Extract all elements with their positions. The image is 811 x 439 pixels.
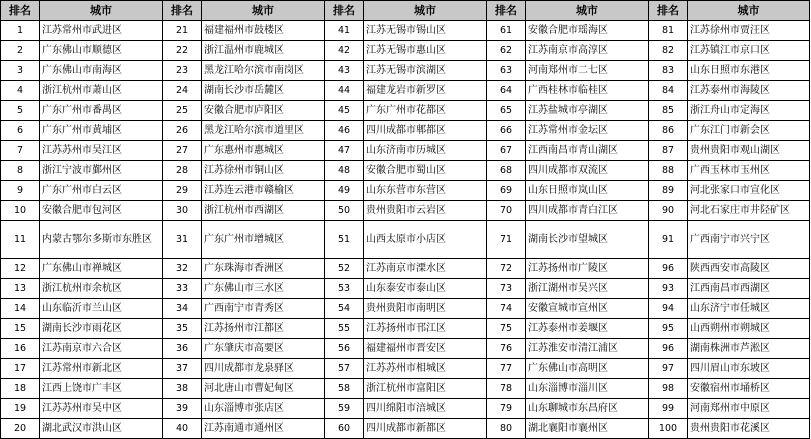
city-cell: 贵州贵阳市云岩区 xyxy=(364,201,487,221)
rank-cell: 40 xyxy=(163,419,202,439)
city-cell: 江苏常州市武进区 xyxy=(40,21,163,41)
table-row xyxy=(1,419,810,439)
rank-cell: 18 xyxy=(1,379,40,399)
city-cell: 浙江杭州市西湖区 xyxy=(202,201,325,221)
rank-cell: 89 xyxy=(649,181,688,201)
header-row xyxy=(1,1,810,21)
city-cell: 江西上饶市广丰区 xyxy=(40,379,163,399)
table-row xyxy=(1,399,810,419)
rank-cell: 56 xyxy=(325,339,364,359)
city-cell: 湖南长沙市岳麓区 xyxy=(202,81,325,101)
rank-cell: 34 xyxy=(163,299,202,319)
rank-header: 排名 xyxy=(325,1,364,21)
rank-cell: 22 xyxy=(163,41,202,61)
rank-cell: 37 xyxy=(163,359,202,379)
rank-cell: 93 xyxy=(649,279,688,299)
table-row xyxy=(1,299,810,319)
rank-cell: 95 xyxy=(649,319,688,339)
city-cell: 湖南长沙市望城区 xyxy=(526,221,649,259)
rank-cell: 100 xyxy=(649,419,688,439)
city-cell: 江苏徐州市铜山区 xyxy=(202,161,325,181)
rank-cell: 61 xyxy=(487,21,526,41)
table-row xyxy=(1,319,810,339)
city-cell: 江西南昌市青山湖区 xyxy=(526,141,649,161)
rank-cell: 6 xyxy=(1,121,40,141)
rank-cell: 5 xyxy=(1,101,40,121)
rank-cell: 77 xyxy=(487,359,526,379)
rank-cell: 98 xyxy=(649,379,688,399)
rank-cell: 13 xyxy=(1,279,40,299)
city-cell: 广西桂林市临桂区 xyxy=(526,81,649,101)
city-cell: 江苏无锡市惠山区 xyxy=(364,41,487,61)
rank-cell: 94 xyxy=(649,299,688,319)
city-cell: 江苏扬州市广陵区 xyxy=(526,259,649,279)
rank-cell: 83 xyxy=(649,61,688,81)
rank-cell: 33 xyxy=(163,279,202,299)
city-cell: 湖北武汉市洪山区 xyxy=(40,419,163,439)
city-cell: 江苏镇江市京口区 xyxy=(688,41,810,61)
rank-cell: 86 xyxy=(649,121,688,141)
table-row xyxy=(1,101,810,121)
city-cell: 河南郑州市中原区 xyxy=(688,399,810,419)
table-row xyxy=(1,221,810,259)
city-cell: 福建福州市晋安区 xyxy=(364,339,487,359)
rank-cell: 44 xyxy=(325,81,364,101)
city-cell: 安徽宣城市宣州区 xyxy=(526,299,649,319)
city-cell: 广东广州市番禺区 xyxy=(40,101,163,121)
rank-cell: 16 xyxy=(1,339,40,359)
rank-cell: 49 xyxy=(325,181,364,201)
city-cell: 陕西西安市高陵区 xyxy=(688,259,810,279)
city-cell: 浙江湖州市吴兴区 xyxy=(526,279,649,299)
table-row xyxy=(1,279,810,299)
rank-header: 排名 xyxy=(649,1,688,21)
city-cell: 广东江门市新会区 xyxy=(688,121,810,141)
rank-cell: 50 xyxy=(325,201,364,221)
city-cell: 江苏无锡市锡山区 xyxy=(364,21,487,41)
rank-cell: 57 xyxy=(325,359,364,379)
rank-cell: 88 xyxy=(649,161,688,181)
rank-cell: 84 xyxy=(649,81,688,101)
city-header: 城市 xyxy=(526,1,649,21)
rank-cell: 64 xyxy=(487,81,526,101)
rank-cell: 9 xyxy=(1,181,40,201)
city-cell: 山东泰安市泰山区 xyxy=(364,279,487,299)
rank-cell: 59 xyxy=(325,399,364,419)
rank-cell: 7 xyxy=(1,141,40,161)
city-cell: 广东惠州市惠城区 xyxy=(202,141,325,161)
city-header: 城市 xyxy=(40,1,163,21)
table-row xyxy=(1,201,810,221)
rank-cell: 45 xyxy=(325,101,364,121)
rank-cell: 48 xyxy=(325,161,364,181)
rank-cell: 70 xyxy=(487,201,526,221)
rank-header: 排名 xyxy=(163,1,202,21)
table-row xyxy=(1,259,810,279)
city-cell: 江苏盐城市亭湖区 xyxy=(526,101,649,121)
city-cell: 广东佛山市禅城区 xyxy=(40,259,163,279)
table-row xyxy=(1,379,810,399)
rank-cell: 76 xyxy=(487,339,526,359)
rank-cell: 58 xyxy=(325,379,364,399)
rank-cell: 20 xyxy=(1,419,40,439)
city-cell: 山东济宁市任城区 xyxy=(688,299,810,319)
city-cell: 广东佛山市顺德区 xyxy=(40,41,163,61)
rank-cell: 23 xyxy=(163,61,202,81)
table-row xyxy=(1,41,810,61)
city-cell: 江苏南京市六合区 xyxy=(40,339,163,359)
rank-cell: 68 xyxy=(487,161,526,181)
city-cell: 河北张家口市宣化区 xyxy=(688,181,810,201)
city-cell: 湖南株洲市芦淞区 xyxy=(688,339,810,359)
rank-cell: 47 xyxy=(325,141,364,161)
rank-cell: 10 xyxy=(1,201,40,221)
rank-cell: 24 xyxy=(163,81,202,101)
city-cell: 江苏淮安市清江浦区 xyxy=(526,339,649,359)
rank-cell: 26 xyxy=(163,121,202,141)
city-cell: 江苏南通市通州区 xyxy=(202,419,325,439)
table-row xyxy=(1,161,810,181)
city-cell: 贵州贵阳市花溪区 xyxy=(688,419,810,439)
rank-cell: 87 xyxy=(649,141,688,161)
city-cell: 江苏无锡市滨湖区 xyxy=(364,61,487,81)
city-cell: 广东佛山市高明区 xyxy=(526,359,649,379)
rank-cell: 65 xyxy=(487,101,526,121)
city-header: 城市 xyxy=(688,1,810,21)
rank-cell: 1 xyxy=(1,21,40,41)
table-row xyxy=(1,61,810,81)
rank-cell: 79 xyxy=(487,399,526,419)
city-cell: 四川成都市青白江区 xyxy=(526,201,649,221)
rank-cell: 80 xyxy=(487,419,526,439)
table-row xyxy=(1,81,810,101)
city-cell: 福建福州市鼓楼区 xyxy=(202,21,325,41)
city-cell: 四川眉山市东坡区 xyxy=(688,359,810,379)
table-row xyxy=(1,181,810,201)
city-cell: 浙江温州市鹿城区 xyxy=(202,41,325,61)
rank-cell: 15 xyxy=(1,319,40,339)
rank-cell: 91 xyxy=(649,221,688,259)
rank-cell: 29 xyxy=(163,181,202,201)
rank-cell: 4 xyxy=(1,81,40,101)
rank-cell: 19 xyxy=(1,399,40,419)
rank-cell: 73 xyxy=(487,279,526,299)
city-cell: 内蒙古鄂尔多斯市东胜区 xyxy=(40,221,163,259)
rank-cell: 11 xyxy=(1,221,40,259)
city-cell: 湖北襄阳市襄州区 xyxy=(526,419,649,439)
city-cell: 广西南宁市兴宁区 xyxy=(688,221,810,259)
table-body xyxy=(1,21,810,439)
city-cell: 江苏扬州市邗江区 xyxy=(364,319,487,339)
city-cell: 山东东营市东营区 xyxy=(364,181,487,201)
city-cell: 广东珠海市香洲区 xyxy=(202,259,325,279)
rank-cell: 38 xyxy=(163,379,202,399)
rank-cell: 12 xyxy=(1,259,40,279)
city-cell: 安徽合肥市庐阳区 xyxy=(202,101,325,121)
city-cell: 广东广州市白云区 xyxy=(40,181,163,201)
city-cell: 四川绵阳市涪城区 xyxy=(364,399,487,419)
city-cell: 江苏苏州市相城区 xyxy=(364,359,487,379)
rank-cell: 90 xyxy=(649,201,688,221)
city-header: 城市 xyxy=(364,1,487,21)
rank-cell: 60 xyxy=(325,419,364,439)
rank-cell: 52 xyxy=(325,259,364,279)
city-cell: 江苏徐州市贾汪区 xyxy=(688,21,810,41)
rank-cell: 96 xyxy=(649,259,688,279)
city-cell: 江苏苏州市吴江区 xyxy=(40,141,163,161)
city-cell: 江苏苏州市吴中区 xyxy=(40,399,163,419)
rank-cell: 75 xyxy=(487,319,526,339)
table-row xyxy=(1,121,810,141)
city-cell: 山东济南市历城区 xyxy=(364,141,487,161)
city-cell: 广西玉林市玉州区 xyxy=(688,161,810,181)
city-cell: 贵州贵阳市观山湖区 xyxy=(688,141,810,161)
rank-cell: 85 xyxy=(649,101,688,121)
rank-cell: 39 xyxy=(163,399,202,419)
rank-cell: 62 xyxy=(487,41,526,61)
city-cell: 山东日照市岚山区 xyxy=(526,181,649,201)
city-cell: 福建龙岩市新罗区 xyxy=(364,81,487,101)
city-cell: 安徽宿州市埇桥区 xyxy=(688,379,810,399)
rank-cell: 21 xyxy=(163,21,202,41)
rank-cell: 42 xyxy=(325,41,364,61)
rank-header: 排名 xyxy=(1,1,40,21)
city-cell: 山东聊城市东昌府区 xyxy=(526,399,649,419)
city-cell: 黑龙江哈尔滨市道里区 xyxy=(202,121,325,141)
rank-cell: 63 xyxy=(487,61,526,81)
rank-cell: 71 xyxy=(487,221,526,259)
rank-cell: 81 xyxy=(649,21,688,41)
city-cell: 湖南长沙市雨花区 xyxy=(40,319,163,339)
rank-cell: 25 xyxy=(163,101,202,121)
city-cell: 浙江宁波市鄞州区 xyxy=(40,161,163,181)
table-row xyxy=(1,21,810,41)
city-cell: 广西南宁市青秀区 xyxy=(202,299,325,319)
city-cell: 江西南昌市西湖区 xyxy=(688,279,810,299)
rank-cell: 67 xyxy=(487,141,526,161)
city-cell: 安徽合肥市蜀山区 xyxy=(364,161,487,181)
city-cell: 山东淄博市淄川区 xyxy=(526,379,649,399)
city-cell: 广东佛山市三水区 xyxy=(202,279,325,299)
city-cell: 安徽合肥市瑶海区 xyxy=(526,21,649,41)
city-cell: 江苏泰州市姜堰区 xyxy=(526,319,649,339)
city-cell: 四川成都市双流区 xyxy=(526,161,649,181)
city-cell: 山东日照市东港区 xyxy=(688,61,810,81)
rank-cell: 99 xyxy=(649,399,688,419)
rank-cell: 35 xyxy=(163,319,202,339)
table-row xyxy=(1,339,810,359)
rank-cell: 78 xyxy=(487,379,526,399)
rank-cell: 53 xyxy=(325,279,364,299)
rank-cell: 14 xyxy=(1,299,40,319)
city-cell: 河北石家庄市井陉矿区 xyxy=(688,201,810,221)
rank-cell: 17 xyxy=(1,359,40,379)
rank-cell: 55 xyxy=(325,319,364,339)
table-row xyxy=(1,141,810,161)
rank-cell: 97 xyxy=(649,359,688,379)
rank-cell: 41 xyxy=(325,21,364,41)
rank-header: 排名 xyxy=(487,1,526,21)
city-cell: 山西太原市小店区 xyxy=(364,221,487,259)
city-cell: 江苏扬州市江都区 xyxy=(202,319,325,339)
city-cell: 广东佛山市南海区 xyxy=(40,61,163,81)
city-cell: 浙江杭州市余杭区 xyxy=(40,279,163,299)
city-cell: 浙江舟山市定海区 xyxy=(688,101,810,121)
rank-cell: 96 xyxy=(649,339,688,359)
city-cell: 广东广州市增城区 xyxy=(202,221,325,259)
city-header: 城市 xyxy=(202,1,325,21)
city-cell: 黑龙江哈尔滨市南岗区 xyxy=(202,61,325,81)
city-cell: 浙江杭州市富阳区 xyxy=(364,379,487,399)
rank-cell: 46 xyxy=(325,121,364,141)
city-cell: 四川成都市郫都区 xyxy=(364,121,487,141)
rank-cell: 36 xyxy=(163,339,202,359)
city-cell: 广东广州市花都区 xyxy=(364,101,487,121)
rank-cell: 82 xyxy=(649,41,688,61)
rank-cell: 3 xyxy=(1,61,40,81)
city-cell: 河北唐山市曹妃甸区 xyxy=(202,379,325,399)
table-row xyxy=(1,359,810,379)
rank-cell: 54 xyxy=(325,299,364,319)
rank-cell: 2 xyxy=(1,41,40,61)
city-cell: 江苏常州市金坛区 xyxy=(526,121,649,141)
city-cell: 安徽合肥市包河区 xyxy=(40,201,163,221)
city-cell: 山西朔州市朔城区 xyxy=(688,319,810,339)
rank-cell: 8 xyxy=(1,161,40,181)
city-cell: 浙江杭州市萧山区 xyxy=(40,81,163,101)
city-cell: 广东广州市黄埔区 xyxy=(40,121,163,141)
city-cell: 山东临沂市兰山区 xyxy=(40,299,163,319)
rank-cell: 51 xyxy=(325,221,364,259)
city-cell: 江苏南京市溧水区 xyxy=(364,259,487,279)
city-cell: 四川成都市新都区 xyxy=(364,419,487,439)
city-cell: 江苏常州市新北区 xyxy=(40,359,163,379)
city-cell: 山东淄博市张店区 xyxy=(202,399,325,419)
city-cell: 江苏泰州市海陵区 xyxy=(688,81,810,101)
rank-cell: 74 xyxy=(487,299,526,319)
city-cell: 四川成都市龙泉驿区 xyxy=(202,359,325,379)
rank-cell: 66 xyxy=(487,121,526,141)
rank-cell: 27 xyxy=(163,141,202,161)
rank-cell: 28 xyxy=(163,161,202,181)
rank-cell: 32 xyxy=(163,259,202,279)
rank-cell: 30 xyxy=(163,201,202,221)
city-cell: 河南郑州市二七区 xyxy=(526,61,649,81)
rank-cell: 72 xyxy=(487,259,526,279)
city-cell: 贵州贵阳市南明区 xyxy=(364,299,487,319)
rank-cell: 43 xyxy=(325,61,364,81)
city-cell: 江苏南京市高淳区 xyxy=(526,41,649,61)
rank-cell: 69 xyxy=(487,181,526,201)
rank-cell: 31 xyxy=(163,221,202,259)
city-cell: 广东肇庆市高要区 xyxy=(202,339,325,359)
city-cell: 江苏连云港市赣榆区 xyxy=(202,181,325,201)
